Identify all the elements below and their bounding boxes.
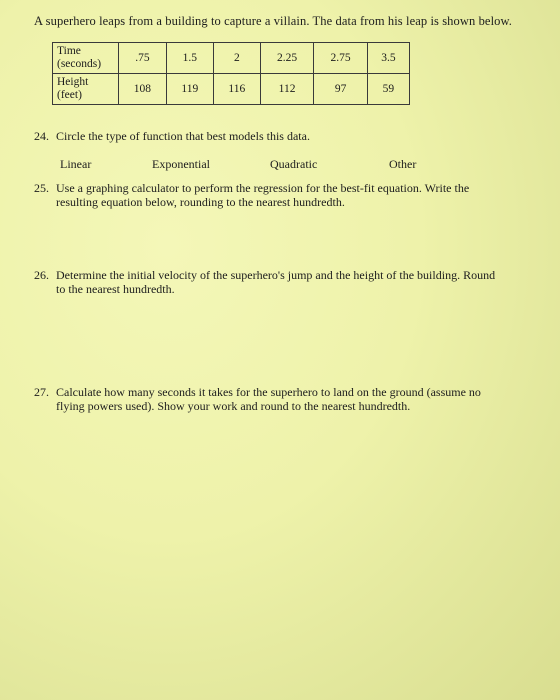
question-number: 25. — [34, 181, 49, 195]
table-cell: 2.75 — [314, 43, 368, 74]
table-cell: 1.5 — [166, 43, 213, 74]
table-row-height — [53, 74, 410, 105]
question-text: Determine the initial velocity of the superhero's jump and the height of the building. Round to the nearest hundredth. — [56, 268, 496, 296]
row-header-height: Height (feet) — [53, 74, 119, 105]
table-cell: 2 — [213, 43, 260, 74]
choice-exponential[interactable]: Exponential — [152, 157, 210, 171]
question-text: Circle the type of function that best models this data. — [56, 129, 310, 143]
question-24 — [34, 129, 534, 145]
question-27 — [34, 385, 549, 417]
table-row-time — [53, 43, 410, 74]
table-cell: .75 — [119, 43, 167, 74]
table-cell: 2.25 — [260, 43, 314, 74]
table-cell: 119 — [166, 74, 213, 105]
question-25 — [34, 181, 544, 213]
table-cell: 112 — [260, 74, 314, 105]
row-header-time: Time (seconds) — [53, 43, 119, 74]
question-number: 27. — [34, 385, 49, 399]
question-number: 24. — [34, 129, 49, 143]
choice-quadratic[interactable]: Quadratic — [270, 157, 318, 171]
table-cell: 3.5 — [367, 43, 409, 74]
table-cell: 97 — [314, 74, 368, 105]
question-26 — [34, 268, 549, 300]
choice-linear[interactable]: Linear — [60, 157, 92, 171]
question-text: Calculate how many seconds it takes for the superhero to land on the ground (assume no flying powers used). Show your work and round to the nearest hundredth. — [56, 385, 481, 413]
question-number: 26. — [34, 268, 49, 282]
table-cell: 108 — [119, 74, 167, 105]
table-cell: 59 — [367, 74, 409, 105]
data-table — [52, 42, 410, 105]
table-cell: 116 — [213, 74, 260, 105]
choice-other[interactable]: Other — [389, 157, 417, 171]
question-text: Use a graphing calculator to perform the regression for the best-fit equation. Write the resulting equation below, rounding to the nearest hundredth. — [56, 181, 470, 209]
problem-intro: A superhero leaps from a building to capture a villain. The data from his leap is shown below. — [34, 14, 513, 28]
